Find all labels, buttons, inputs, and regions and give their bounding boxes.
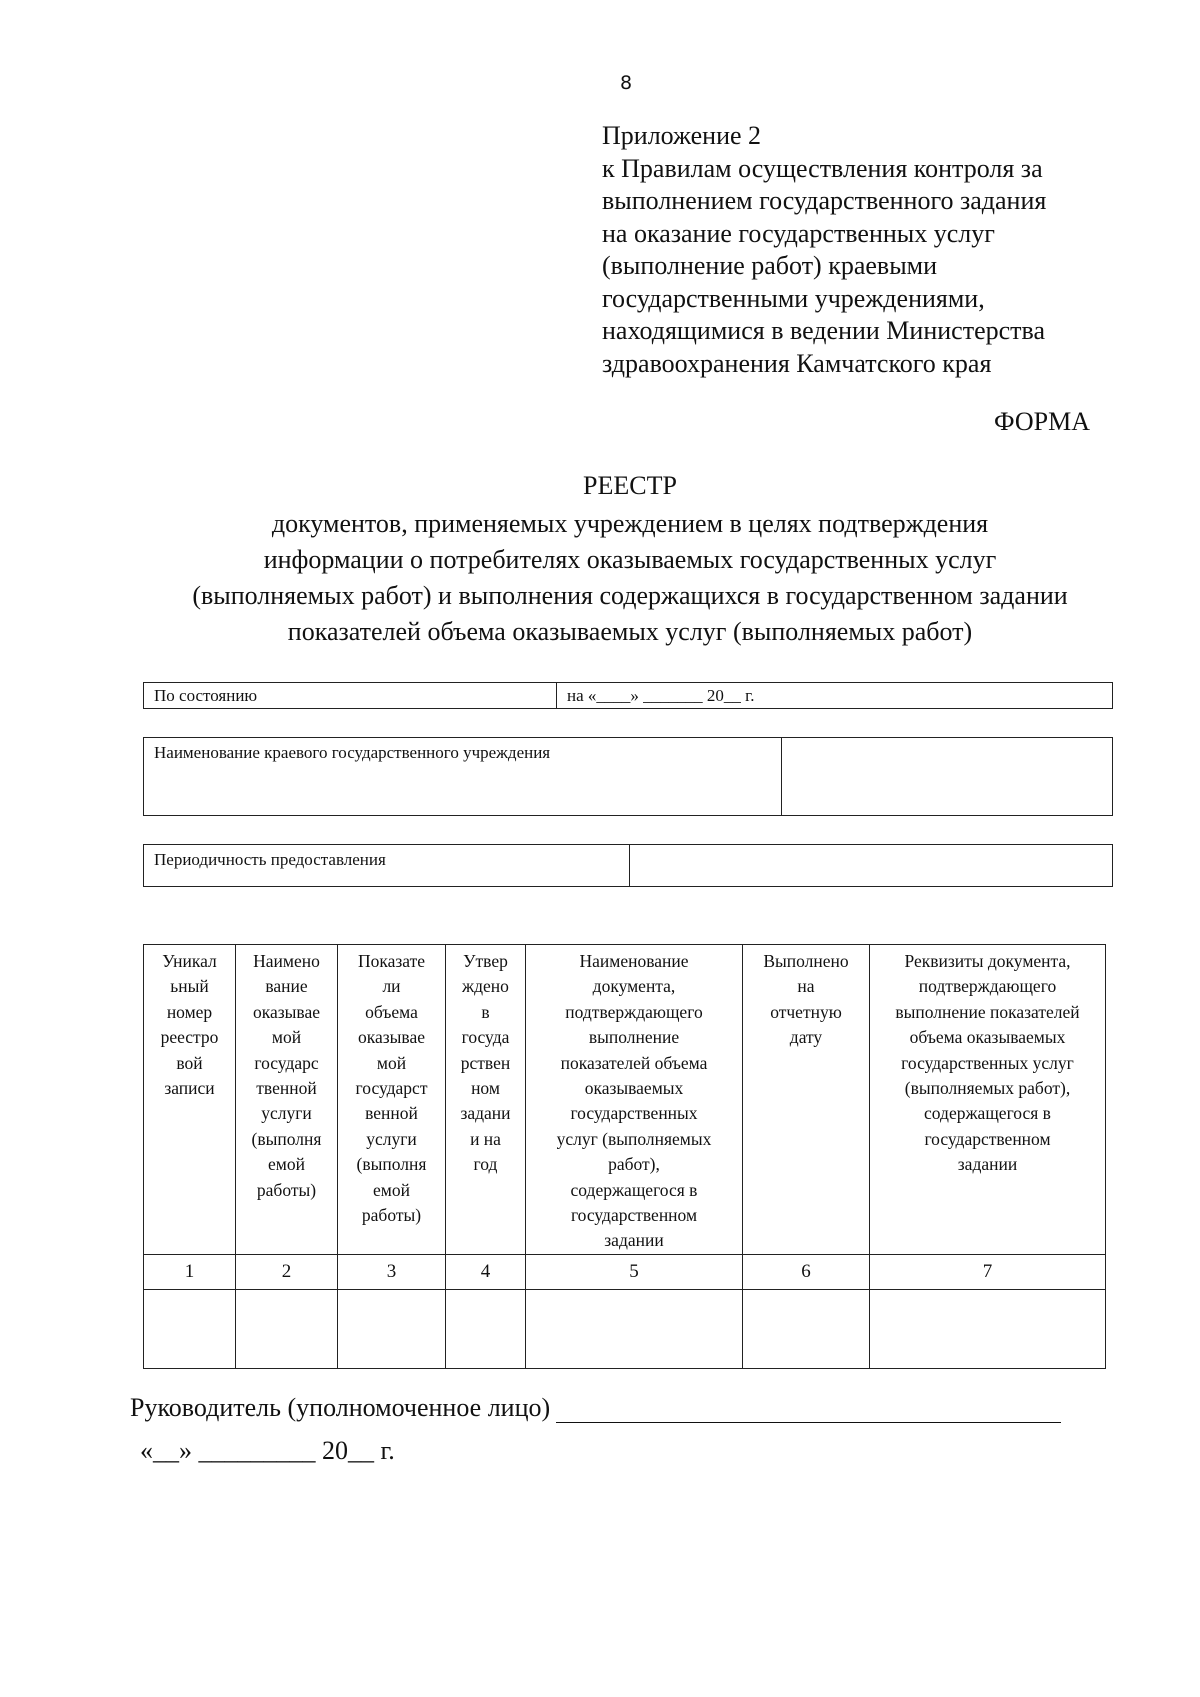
column-header-record-number: Уникал ьный номер реестро вой записи [144,945,236,1255]
column-header-completed: Выполнено на отчетную дату [743,945,870,1255]
periodicity-box [143,844,1113,887]
appendix-header [602,120,1122,380]
signature-line [130,1393,1130,1423]
column-header-approved: Утвер ждено в госуда рствен ном задани и на год [446,945,526,1255]
registry-subtitle-line: документов, применяемых учреждением в целях подтверждения [271,509,989,538]
periodicity-value-field[interactable] [629,845,1112,886]
column-number: 3 [338,1255,446,1290]
table-header-row [144,945,1106,1255]
appendix-line: находящимися в ведении Министерства [602,316,1045,345]
table-cell[interactable] [144,1290,236,1369]
column-header-document-name: Наименование документа, подтверждающего выполнение показателей объема оказываемых государственных услуг (выполняемых работ), содержащегося в государственном задании [526,945,743,1255]
signature-date[interactable]: «__» _________ 20__ г. [140,1436,395,1465]
table-cell[interactable] [236,1290,338,1369]
appendix-line: (выполнение работ) краевыми [602,251,938,280]
table-cell[interactable] [526,1290,743,1369]
appendix-line: государственными учреждениями, [602,283,985,313]
periodicity-label: Периодичность предоставления [154,850,386,869]
signature-field[interactable] [556,1396,1061,1423]
column-header-service-name: Наимено вание оказывае мой государс твенной услуги (выполня емой работы) [236,945,338,1255]
appendix-line: Приложение 2 [602,121,762,150]
column-number: 7 [870,1255,1106,1290]
appendix-line: здравоохранения Камчатского края [602,348,992,378]
appendix-line: на оказание государственных услуг [602,218,995,248]
column-number: 6 [743,1255,870,1290]
registry-subtitle-line: показателей объема оказываемых услуг (выполняемых работ) [287,617,973,646]
status-date-field[interactable]: на «____» _______ 20__ г. [556,683,1112,708]
institution-label: Наименование краевого государственного учреждения [154,743,551,762]
registry-table [143,944,1106,1369]
column-number: 5 [526,1255,743,1290]
institution-value-field[interactable] [781,738,1112,815]
table-cell[interactable] [446,1290,526,1369]
registry-subtitle-line: (выполняемых работ) и выполнения содержащихся в государственном задании [192,581,1068,610]
page-number: 8 [620,72,633,94]
registry-subtitle-line: информации о потребителях оказываемых государственных услуг [263,545,997,574]
signature-label: Руководитель (уполномоченное лицо) [130,1393,551,1422]
institution-box [143,737,1113,816]
table-cell[interactable] [338,1290,446,1369]
registry-subtitle [130,506,1130,650]
status-label: По состоянию [154,686,258,705]
column-header-volume-indicators: Показате ли объема оказывае мой государст венной услуги (выполня емой работы) [338,945,446,1255]
column-number: 4 [446,1255,526,1290]
appendix-line: выполнением государственного задания [602,186,1047,215]
registry-title: РЕЕСТР [583,471,677,500]
table-cell[interactable] [743,1290,870,1369]
column-number: 1 [144,1255,236,1290]
form-label: ФОРМА [994,407,1090,436]
status-box [143,682,1113,709]
table-row [144,1290,1106,1369]
column-number-row [144,1255,1106,1290]
table-cell[interactable] [870,1290,1106,1369]
column-header-document-details: Реквизиты документа, подтверждающего выполнение показателей объема оказываемых государственных услуг (выполняемых работ), содержащегося в государственном задании [870,945,1106,1255]
column-number: 2 [236,1255,338,1290]
appendix-line: к Правилам осуществления контроля за [602,153,1043,183]
